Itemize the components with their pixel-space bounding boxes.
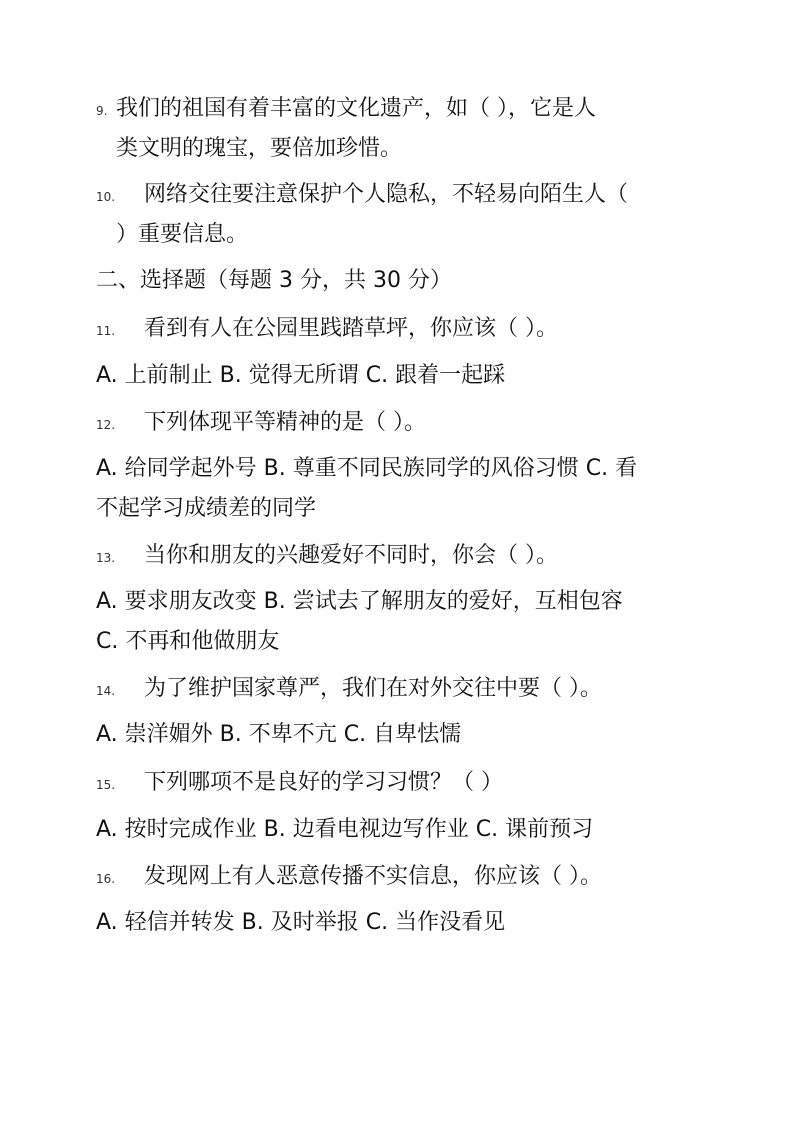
section-title: 二、选择题（每题 3 分，共 30 分） xyxy=(96,268,452,293)
question-number: 9. xyxy=(96,104,108,118)
question-11-options: A. 上前制止 B. 觉得无所谓 C. 跟着一起踩 xyxy=(96,363,506,388)
question-number: 14. xyxy=(96,684,116,698)
question-number: 11. xyxy=(96,324,116,338)
question-16-options: A. 轻信并转发 B. 及时举报 C. 当作没看见 xyxy=(96,910,506,935)
question-text: 发现网上有人恶意传播不实信息，你应该（ ）。 xyxy=(144,864,602,889)
question-12-options-line2: 不起学习成绩差的同学 xyxy=(96,496,317,521)
question-text: ）重要信息。 xyxy=(116,222,249,247)
question-13-stem xyxy=(96,536,706,578)
question-15-options: A. 按时完成作业 B. 边看电视边写作业 C. 课前预习 xyxy=(96,817,594,842)
question-10-line1 xyxy=(96,175,706,217)
question-text: 网络交往要注意保护个人隐私，不轻易向陌生人（ xyxy=(144,182,629,207)
question-10-line2 xyxy=(96,215,726,255)
question-11-stem xyxy=(96,309,706,351)
question-number: 15. xyxy=(96,778,116,792)
question-text: 当你和朋友的兴趣爱好不同时，你会（ ）。 xyxy=(144,543,558,568)
question-16-stem xyxy=(96,857,706,899)
question-12-stem xyxy=(96,403,706,445)
question-9-line2 xyxy=(96,129,726,169)
question-9-line1 xyxy=(96,89,706,131)
question-text: 看到有人在公园里践踏草坪，你应该（ ）。 xyxy=(144,316,558,341)
question-text: 下列哪项不是良好的学习习惯？（ ） xyxy=(144,770,503,795)
question-text: 我们的祖国有着丰富的文化遗产，如（ ），它是人 xyxy=(116,96,596,121)
question-14-options: A. 崇洋媚外 B. 不卑不亢 C. 自卑怯懦 xyxy=(96,722,462,747)
question-12-options-line1: A. 给同学起外号 B. 尊重不同民族同学的风俗习惯 C. 看 xyxy=(96,456,638,481)
question-number: 10. xyxy=(96,190,116,204)
question-13-options-line2: C. 不再和他做朋友 xyxy=(96,629,280,654)
question-text: 下列体现平等精神的是（ ）。 xyxy=(144,410,426,435)
question-14-stem xyxy=(96,669,706,711)
question-number: 12. xyxy=(96,418,116,432)
question-number: 16. xyxy=(96,872,116,886)
question-15-stem xyxy=(96,763,706,805)
question-number: 13. xyxy=(96,551,116,565)
question-text: 类文明的瑰宝，要倍加珍惜。 xyxy=(116,136,403,161)
question-text: 为了维护国家尊严，我们在对外交往中要（ ）。 xyxy=(144,676,602,701)
question-13-options-line1: A. 要求朋友改变 B. 尝试去了解朋友的爱好，互相包容 xyxy=(96,589,623,614)
